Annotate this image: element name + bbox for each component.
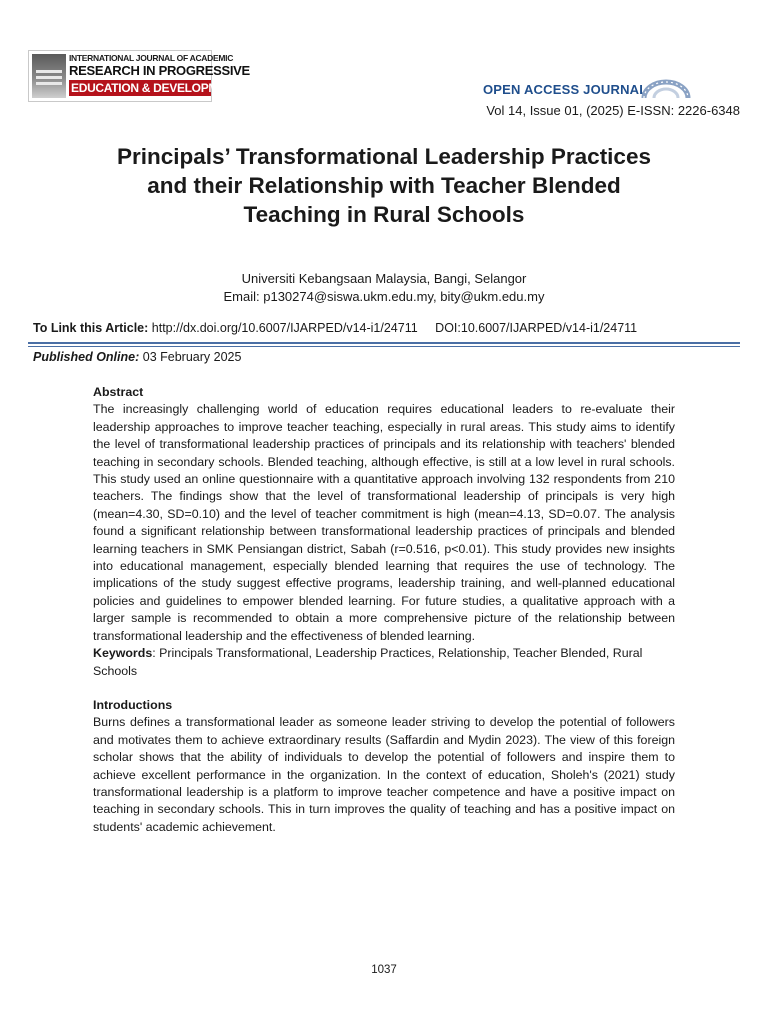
volume-issue-line: Vol 14, Issue 01, (2025) E-ISSN: 2226-6348	[486, 103, 740, 118]
keywords-text: : Principals Transformational, Leadership Practices, Relationship, Teacher Blended, Rural Schools	[93, 646, 643, 678]
introduction-text: Burns defines a transformational leader as someone leader striving to develop the potential of followers and motivates them to achieve extraordinary results (Saffardin and Mydin 2023). The view of this foreign scholar shows that the ability of individuals to develop the potential of followers and inspire them to achieve excellent performance in the organization. In the context of education, Sholeh's (2021) study transformational leadership is a platform to improve teacher competence and have a positive impact on teaching in secondary schools. This in turn improves the quality of teaching and has a positive impact on students' academic achievement.	[93, 715, 675, 834]
open-access-arc-icon	[640, 79, 692, 99]
published-date: 03 February 2025	[142, 350, 242, 364]
article-title	[60, 142, 708, 229]
link-label: To Link this Article:	[33, 321, 149, 335]
article-link-line	[33, 321, 637, 335]
page-number: 1037	[371, 964, 397, 976]
logo-line-1: INTERNATIONAL JOURNAL OF ACADEMIC	[69, 53, 234, 63]
introduction-heading: Introductions	[93, 697, 173, 712]
section-gap	[93, 680, 675, 697]
journal-logo-text	[69, 53, 250, 96]
affiliation-text: Universiti Kebangsaan Malaysia, Bangi, Selangor	[241, 271, 527, 286]
published-label: Published Online:	[33, 350, 140, 364]
logo-line-2: RESEARCH IN PROGRESSIVE	[69, 63, 250, 78]
keywords-line	[93, 645, 675, 680]
email-text: Email: p130274@siswa.ukm.edu.my, bity@ukm.edu.my	[223, 289, 545, 304]
body-column	[93, 384, 675, 836]
header-rule-thin	[28, 346, 740, 347]
title-line: Principals’ Transformational Leadership Practices	[117, 144, 651, 169]
author-affiliation	[0, 270, 768, 306]
title-line: Teaching in Rural Schools	[243, 202, 525, 227]
open-access-label: OPEN ACCESS JOURNAL	[483, 82, 648, 97]
abstract-heading: Abstract	[93, 385, 144, 399]
header-rule	[28, 342, 740, 344]
logo-line-3: EDUCATION & DEVELOPMENT	[71, 81, 242, 95]
published-line	[33, 350, 241, 364]
abstract-text: The increasingly challenging world of education requires educational leaders to re-evaluate their leadership approaches to improve teacher teaching, especially in rural areas. This study aims to identify the level of transformational leadership practices of principals and its relationship with teachers' blended teaching in secondary schools. Blended teaching, although effective, is still at a low level in rural schools. This study used an online questionnaire with a quantitative approach involving 132 respondents from 210 teachers. The findings show that the level of transformational leadership of principals is very high (mean=4.30, SD=0.10) and the level of teacher commitment is high (mean=4.13, SD=0.07. The analysis found a significant relationship between transformational leadership practices of principals and blended learning teachers in SMK Pensiangan district, Sabah (r=0.516, p<0.01). This study provides new insights into educational management, especially blended learning that requires the use of technology. The implications of the study suggest effective programs, leadership training, and well-planned educational policies and guidelines to empower blended learning. For future studies, a qualitative approach with a larger sample is recommended to obtain a more comprehensive picture of the relationship between transformational leadership and the effectiveness of blended learning.	[93, 402, 675, 643]
doi-text: DOI:10.6007/IJARPED/v14-i1/24711	[435, 321, 638, 335]
article-url-link[interactable]: http://dx.doi.org/10.6007/IJARPED/v14-i1/24711	[151, 321, 418, 335]
journal-logo	[28, 50, 250, 102]
journal-cover-thumbnail	[32, 54, 66, 98]
keywords-label: Keywords	[93, 646, 153, 661]
title-line: and their Relationship with Teacher Blended	[147, 173, 621, 198]
